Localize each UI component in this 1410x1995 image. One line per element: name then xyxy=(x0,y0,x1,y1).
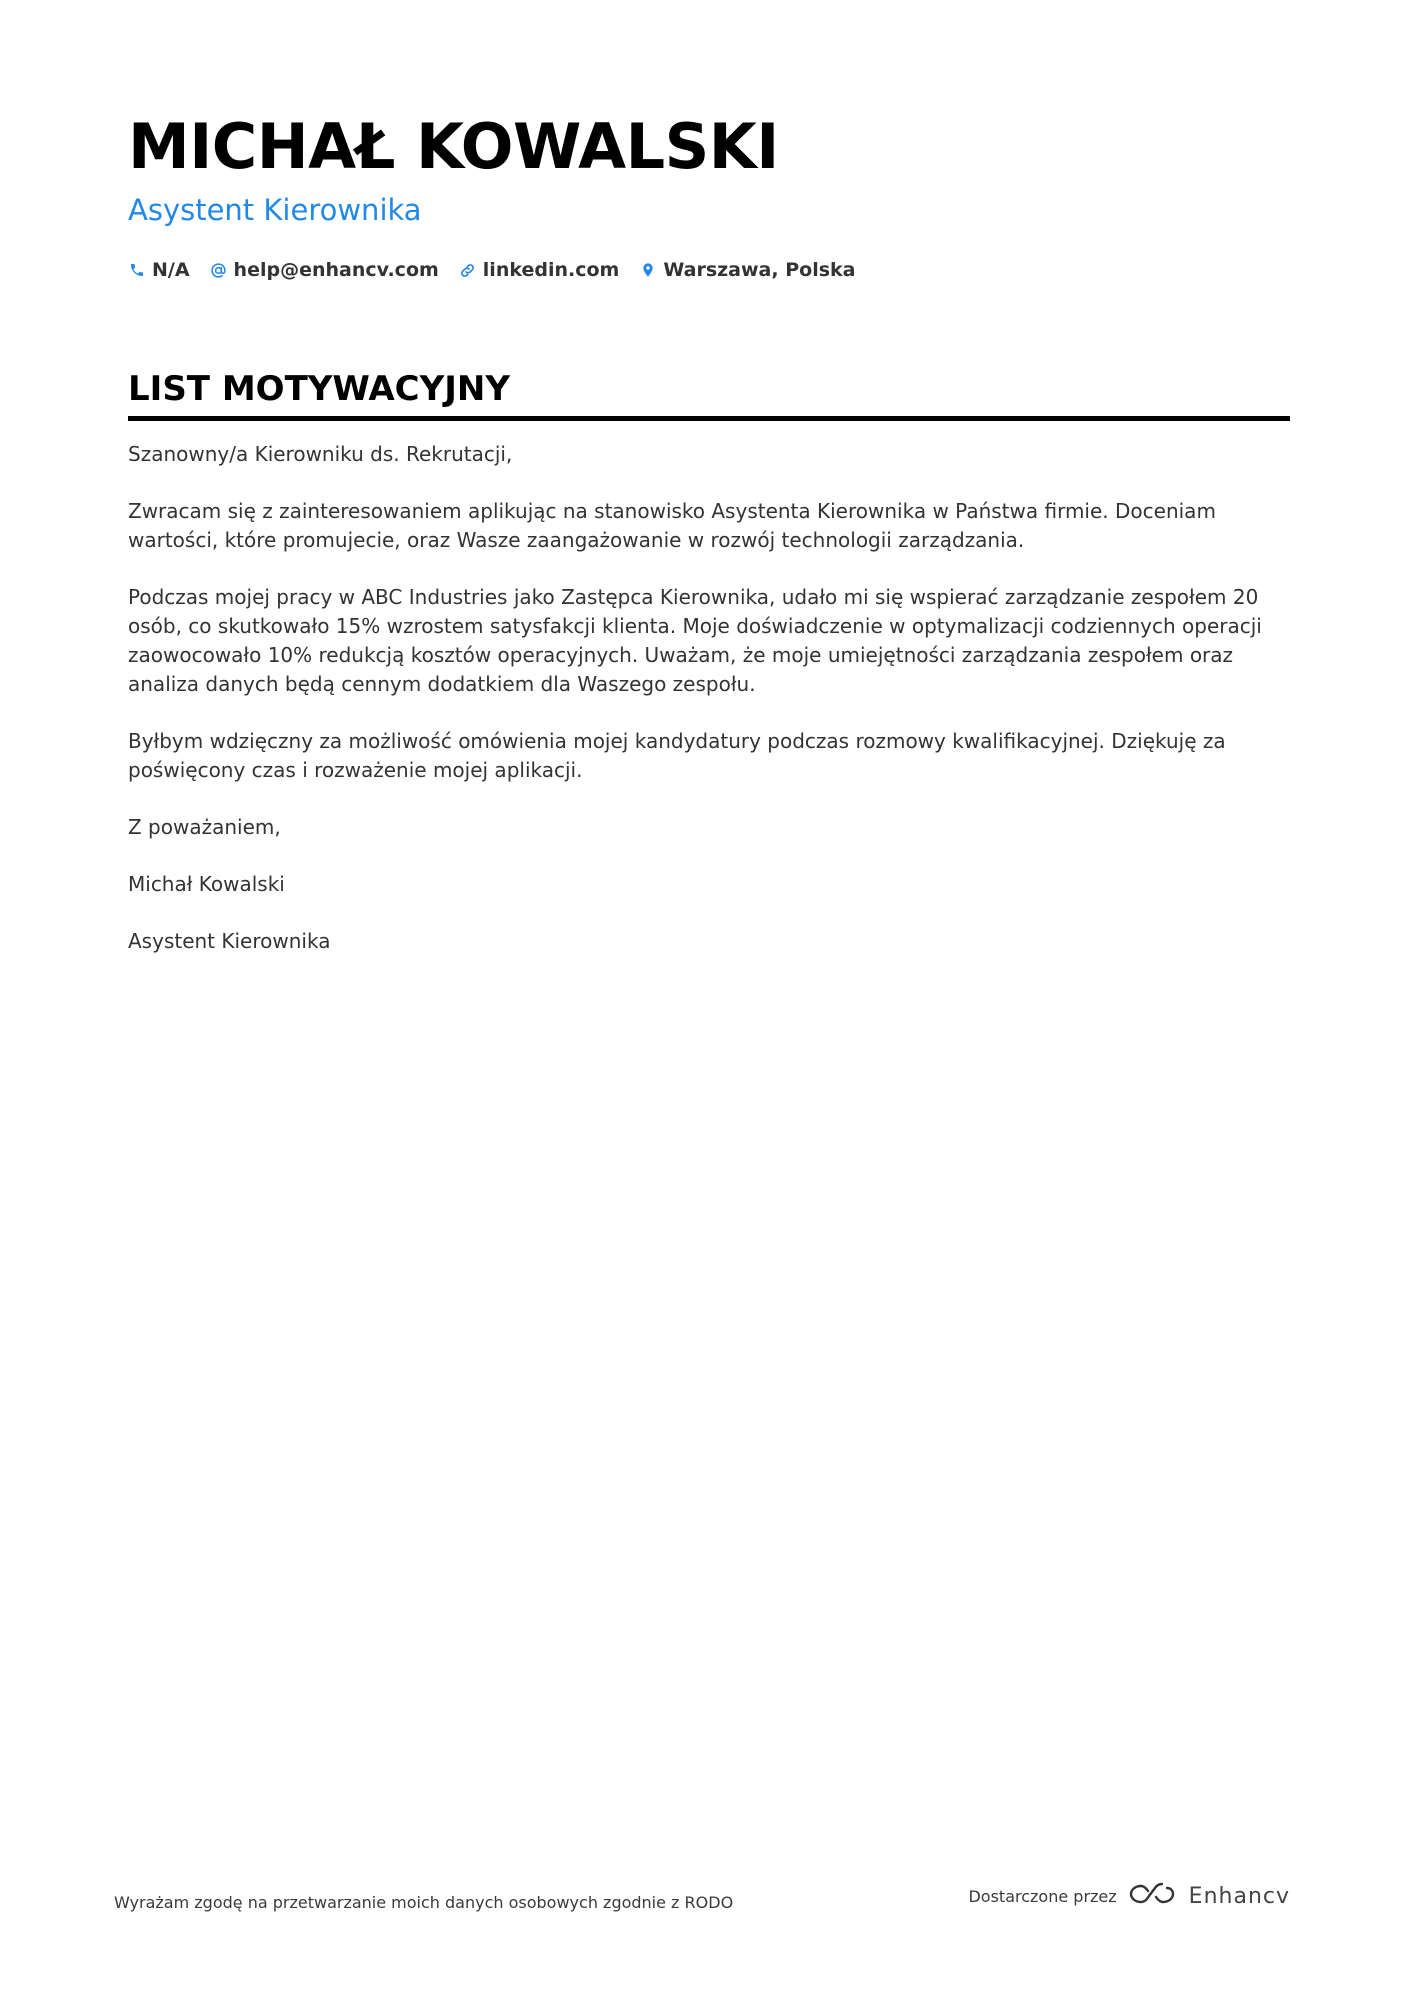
letter-closing: Z poważaniem, xyxy=(128,815,281,839)
letter-paragraph: Byłbym wdzięczny za możliwość omówienia mojej kandydatury podczas rozmowy kwalifikacyjnej. Dziękuję za poświęcony czas i rozważenie mojej aplikacji. xyxy=(128,729,1226,782)
contact-email[interactable] xyxy=(210,259,439,281)
gdpr-consent: Wyrażam zgodę na przetwarzanie moich danych osobowych zgodnie z RODO xyxy=(114,1893,734,1912)
section-title: LIST MOTYWACYJNY xyxy=(128,369,510,409)
header xyxy=(128,108,1288,284)
enhancv-logo-icon xyxy=(1129,1882,1175,1910)
phone-icon xyxy=(128,261,146,279)
contact-email-text: help@enhancv.com xyxy=(233,259,439,281)
link-icon xyxy=(459,261,477,279)
letter-body xyxy=(128,440,1288,984)
letter-paragraph: Zwracam się z zainteresowaniem aplikując na stanowisko Asystenta Kierownika w Państwa firmie. Doceniam wartości, które promujecie, oraz Wasze zaangażowanie w rozwój technologii zarządzania. xyxy=(128,499,1216,552)
at-icon xyxy=(210,261,228,279)
location-pin-icon xyxy=(639,261,657,279)
letter-greeting: Szanowny/a Kierowniku ds. Rekrutacji, xyxy=(128,442,513,466)
powered-by-label: Dostarczone przez xyxy=(968,1886,1117,1906)
powered-by[interactable] xyxy=(968,1882,1290,1910)
contact-phone-text: N/A xyxy=(152,259,190,281)
candidate-name: MICHAŁ KOWALSKI xyxy=(128,110,779,183)
candidate-role: Asystent Kierownika xyxy=(128,193,422,227)
contact-linkedin[interactable] xyxy=(459,259,620,281)
letter-paragraph: Podczas mojej pracy w ABC Industries jako Zastępca Kierownika, udało mi się wspierać zarządzanie zespołem 20 osób, co skutkowało 15% wzrostem satysfakcji klienta. Moje doświadczenie w optymalizacji codziennych operacji zaowocowało 10% redukcją kosztów operacyjnych. Uważam, że moje umiejętności zarządzania zespołem oraz analiza danych będą cennym dodatkiem dla Waszego zespołu. xyxy=(128,585,1262,696)
contact-location-text: Warszawa, Polska xyxy=(663,259,856,281)
contact-linkedin-text: linkedin.com xyxy=(482,259,620,281)
signature-role: Asystent Kierownika xyxy=(128,929,331,953)
brand-name: Enhancv xyxy=(1188,1883,1290,1909)
contact-location xyxy=(639,259,855,281)
section-header xyxy=(128,366,1290,421)
contact-phone xyxy=(128,259,190,281)
signature-name: Michał Kowalski xyxy=(128,872,285,896)
section-divider xyxy=(128,416,1290,421)
contact-bar xyxy=(128,256,1288,284)
